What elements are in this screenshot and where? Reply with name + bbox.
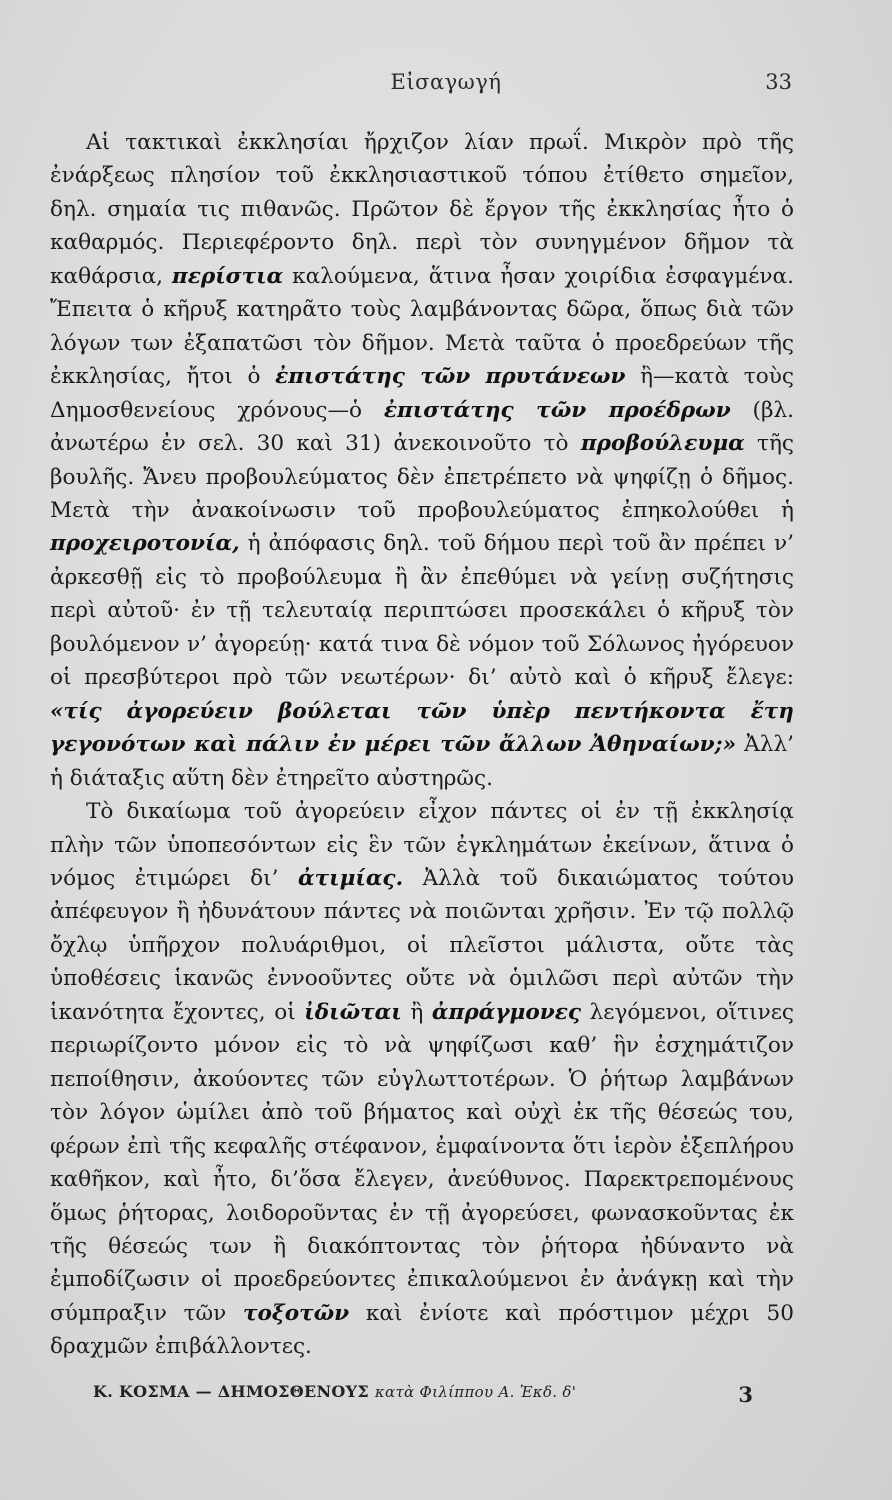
running-head bbox=[0, 70, 892, 104]
emphasized-term: «τίς ἀγορεύειν βούλεται τῶν ὑπὲρ πεντήκοντα ἔτη γεγονότων καὶ πάλιν ἐν μέρει τῶν ἄλλων Ἀθηναίων;» bbox=[50, 698, 794, 758]
text-run: (βλ. ἀνωτέρω ἐν σελ. 30 καὶ 31) ἀνεκοινοῦτο τὸ bbox=[50, 397, 794, 457]
emphasized-term: ἀπράγμονες bbox=[431, 999, 582, 1025]
text-run: Αἱ τακτικαὶ ἐκκλησίαι ἤρχιζον λίαν πρωΐ. Μικρὸν πρὸ τῆς ἐνάρξεως πλησίον τοῦ ἐκκλησιαστικοῦ τόπου ἐτίθετο σημεῖον, δηλ. σημαία τις πιθανῶς. Πρῶτον δὲ ἔργον τῆς ἐκκλησίας ἦτο ὁ καθαρμός. Περιεφέροντο δηλ. περὶ τὸν συνηγμένον δῆμον τὰ καθάρσια, bbox=[50, 130, 794, 289]
text-run: Ἀλλ’ ἡ διάταξις αὕτη δὲν ἐτηρεῖτο αὐστηρῶς. bbox=[50, 732, 794, 791]
text-run: λεγόμενοι, οἵτινες περιωρίζοντο μόνον εἰς τὸ νὰ ψηφίζωσι καθ’ ἣν ἐσχημάτιζον πεποίθησιν, ἀκούοντες τῶν εὐγλωττοτέρων. Ὁ ῥήτωρ λαμβάνων τὸν λόγον ὡμίλει ἀπὸ τοῦ βήματος καὶ οὐχὶ ἐκ τῆς θέσεώς του, φέρων ἐπὶ τῆς κεφαλῆς στέφανον, ἐμφαίνοντα ὅτι ἱερὸν ἐξεπλήρου καθῆκον, καὶ ἦτο, δι’ὅσα ἔλεγεν, ἀνεύθυνος. Παρεκτρεπομένους ὅμως ῥήτορας, λοιδοροῦντας ἐν τῇ ἀγορεύσει, φωνασκοῦντας ἐκ τῆς θέσεώς των ἢ διακόπτοντας τὸν ῥήτορα ἠδύναντο νὰ ἐμποδίζωσιν οἱ προεδρεύοντες ἐπικαλούμενοι ἐν ἀνάγκῃ καὶ τὴν σύμπραξιν τῶν bbox=[50, 999, 794, 1326]
footer-credit bbox=[93, 1382, 576, 1401]
text-run: Ἀλλὰ τοῦ δικαιώματος τούτου ἀπέφευγον ἢ ἠδυνάτουν πάντες νὰ ποιῶνται χρῆσιν. Ἐν τῷ πολλῷ ὄχλῳ ὑπῆρχον πολυάριθμοι, οἱ πλεῖστοι μάλιστα, οὔτε τὰς ὑποθέσεις ἱκανῶς ἐννοοῦντες οὔτε νὰ ὁμιλῶσι περὶ αὐτῶν τὴν ἱκανότητα ἔχοντες, οἱ bbox=[50, 865, 794, 1025]
running-title: Εἰσαγωγή bbox=[390, 70, 502, 94]
paragraph bbox=[50, 795, 794, 1364]
page-number: 33 bbox=[765, 70, 792, 94]
emphasized-term: περίστια bbox=[171, 263, 284, 289]
emphasized-term: ἐπιστάτης τῶν προέδρων bbox=[383, 397, 731, 423]
signature-mark: 3 bbox=[738, 1382, 753, 1407]
text-run: τῆς βουλῆς. Ἄνευ προβουλεύματος δὲν ἐπετρέπετο νὰ ψηφίζῃ ὁ δῆμος. Μετὰ τὴν ἀνακοίνωσιν τοῦ προβουλεύματος ἐπηκολούθει ἡ bbox=[50, 431, 794, 523]
footer-credit-main: Κ. ΚΟΣΜΑ — ΔΗΜΟΣΘΕΝΟΥΣ bbox=[93, 1382, 375, 1401]
text-run: καλούμενα, ἅτινα ἦσαν χοιρίδια ἐσφαγμένα. Ἔπειτα ὁ κῆρυξ κατηρᾶτο τοὺς λαμβάνοντας δῶρα, ὅπως διὰ τῶν λόγων των ἐξαπατῶσι τὸν δῆμον. Μετὰ ταῦτα ὁ προεδρεύων τῆς ἐκκλησίας, ἤτοι ὁ bbox=[50, 263, 794, 390]
text-run: ἢ bbox=[401, 999, 432, 1025]
emphasized-term: τοξοτῶν bbox=[242, 1300, 350, 1326]
footer bbox=[93, 1382, 793, 1416]
emphasized-term: ἐπιστάτης τῶν πρυτάνεων bbox=[275, 364, 626, 390]
footer-credit-small: κατὰ Φιλίππου Α. Ἐκδ. δ' bbox=[374, 1383, 577, 1401]
emphasized-term: προχειροτονία, bbox=[50, 531, 240, 557]
emphasized-term: ἀτιμίας. bbox=[297, 865, 404, 891]
text-run: ἡ ἀπόφασις δηλ. τοῦ δήμου περὶ τοῦ ἂν πρέπει ν’ ἀρκεσθῇ εἰς τὸ προβούλευμα ἢ ἂν ἐπεθύμει νὰ γείνῃ συζήτησις περὶ αὐτοῦ· ἐν τῇ τελευταίᾳ περιπτώσει προσεκάλει ὁ κῆρυξ τὸν βουλόμενον ν’ ἀγορεύῃ· κατά τινα δὲ νόμον τοῦ Σόλωνος ἠγόρευον οἱ πρεσβύτεροι πρὸ τῶν νεωτέρων· δι’ αὐτὸ καὶ ὁ κῆρυξ ἔλεγε: bbox=[50, 531, 794, 691]
emphasized-term: ἰδιῶται bbox=[304, 999, 402, 1025]
text-run: ἢ—κατὰ τοὺς Δημοσθενείους χρόνους—ὁ bbox=[50, 364, 794, 423]
emphasized-term: προβούλευμα bbox=[580, 431, 745, 457]
text-run: καὶ ἐνίοτε καὶ πρόστιμον μέχρι 50 δραχμῶν ἐπιβάλλοντες. bbox=[50, 1300, 794, 1360]
paragraph bbox=[50, 126, 794, 795]
body-text bbox=[50, 126, 794, 1364]
text-run: Τὸ δικαίωμα τοῦ ἀγορεύειν εἶχον πάντες οἱ ἐν τῇ ἐκκλησίᾳ πλὴν τῶν ὑποπεσόντων εἰς ἓν τῶν ἐγκλημάτων ἐκείνων, ἅτινα ὁ νόμος ἐτιμώρει δι’ bbox=[50, 799, 794, 891]
